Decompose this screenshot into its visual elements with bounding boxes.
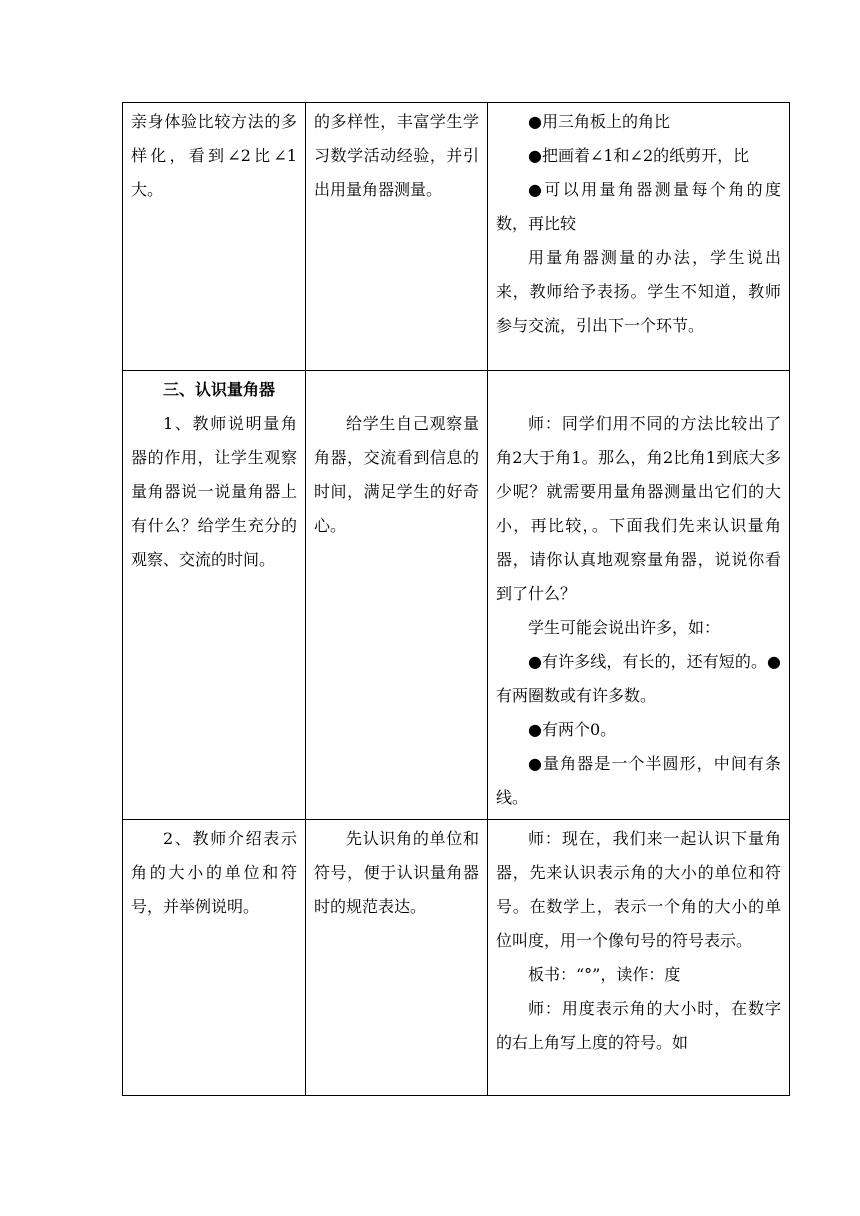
spacer (314, 373, 479, 407)
bullet-item: ●可以用量角器测量每个角的度数，再比较 (496, 180, 781, 233)
table-row (123, 103, 790, 371)
paragraph: 师：同学们用不同的方法比较出了角2大于角1。那么，角2比角1到底大多少呢？就需要用量角器测量出它们的大小，再比较，。下面我们先来认识量角器，请你认真地观察量角器，说说你看到了什么？ (496, 414, 781, 603)
design-intent-cell (306, 820, 488, 1096)
paragraph: 板书：“°”，读作：度 (528, 965, 681, 984)
cell-text: 先认识角的单位和符号，便于认识量角器时的规范表达。 (314, 829, 479, 916)
paragraph: 用量角器测量的办法，学生说出来，教师给予表扬。学生不知道，教师参与交流，引出下一个环节。 (496, 248, 781, 335)
bullet-item: ●有两个0。 (528, 720, 617, 739)
cell-text: 1、教师说明量角器的作用，让学生观察量角器说一说量角器上有什么？给学生充分的观察、交流的时间。 (131, 414, 297, 569)
cell-text: 的多样性，丰富学生学习数学活动经验，并引出用量角器测量。 (314, 112, 479, 199)
table-row (123, 820, 790, 1096)
cell-text: 亲身体验比较方法的多样化，看到∠2比∠1大。 (131, 112, 297, 199)
design-intent-cell (306, 103, 488, 371)
design-intent-cell (306, 371, 488, 820)
section-heading: 三、认识量角器 (163, 380, 276, 399)
classroom-process-cell (488, 371, 790, 820)
bullet-item: ●量角器是一个半圆形，中间有条线。 (496, 754, 781, 807)
spacer (496, 373, 781, 407)
cell-text: 给学生自己观察量角器，交流看到信息的时间，满足学生的好奇心。 (314, 414, 479, 535)
teacher-activity-cell (123, 103, 306, 371)
bullet-item: ●有许多线，有长的，还有短的。●有两圈数或有许多数。 (496, 652, 781, 705)
teacher-activity-cell (123, 820, 306, 1096)
classroom-process-cell (488, 820, 790, 1096)
paragraph: 师：用度表示角的大小时，在数字的右上角写上度的符号。如 (496, 999, 781, 1052)
teacher-activity-cell (123, 371, 306, 820)
lesson-plan-table (122, 102, 790, 1096)
bullet-item: ●把画着∠1和∠2的纸剪开，比 (528, 146, 750, 165)
classroom-process-cell (488, 103, 790, 371)
paragraph: 学生可能会说出许多，如： (528, 618, 721, 637)
table-row (123, 371, 790, 820)
paragraph: 师：现在，我们来一起认识下量角器，先来认识表示角的大小的单位和符号。在数学上，表示一个角的大小的单位叫度，用一个像句号的符号表示。 (496, 829, 781, 950)
cell-text: 2、教师介绍表示角的大小的单位和符号，并举例说明。 (131, 829, 297, 916)
bullet-item: ●用三角板上的角比 (528, 112, 670, 131)
